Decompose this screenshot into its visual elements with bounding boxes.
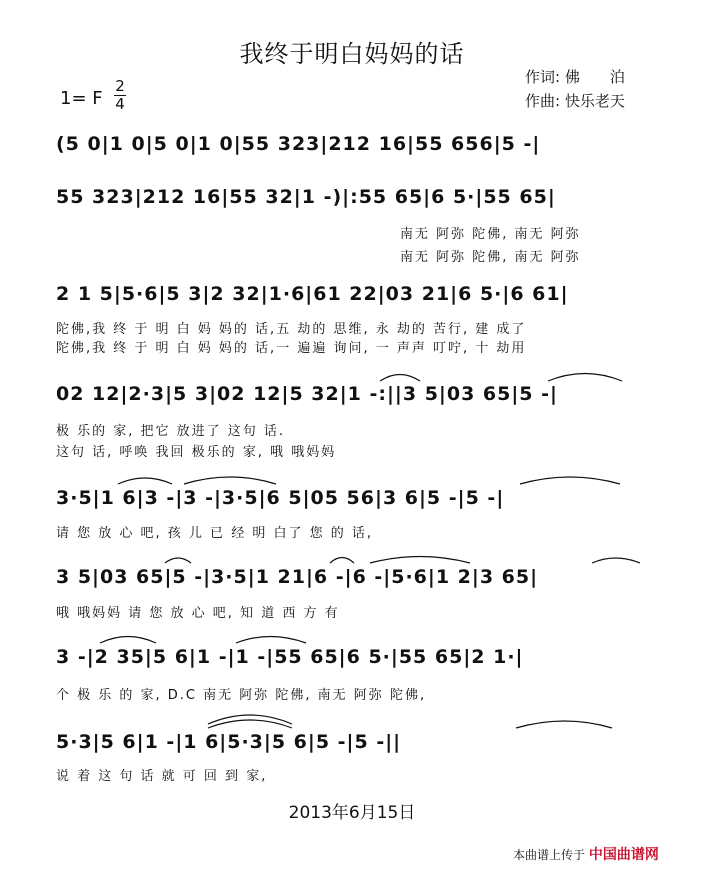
lyric-line: 这句 话, 呼唤 我回 极乐的 家, 哦 哦妈妈 <box>56 445 337 460</box>
lyric-line: 南无 阿弥 陀佛, 南无 阿弥 <box>400 250 581 265</box>
lyric-line: 南无 阿弥 陀佛, 南无 阿弥 <box>400 227 581 242</box>
lyric-line: 说 着 这 句 话 就 可 回 到 家, <box>56 769 268 784</box>
meter-top: 2 <box>115 77 125 95</box>
notation-line: 3 5|03 65|5 -|3·5|1 21|6 -|6 -|5·6|1 2|3 65| <box>56 566 539 588</box>
score-date: 2013年6月15日 <box>288 803 416 823</box>
key-signature: 1= F <box>60 88 103 109</box>
time-signature <box>113 78 127 113</box>
footer-text: 本曲谱上传于 <box>513 848 586 862</box>
notation-line: 2 1 5|5·6|5 3|2 32|1·6|61 22|03 21|6 5·|6 61| <box>56 283 569 305</box>
lyric-line: 哦 哦妈妈 请 您 放 心 吧, 知 道 西 方 有 <box>56 606 340 621</box>
notation-line: 02 12|2·3|5 3|02 12|5 32|1 -:||3 5|03 65|5 -| <box>56 383 558 405</box>
lyric-line: 极 乐的 家, 把它 放进了 这句 话. <box>56 424 286 439</box>
lyricist-credit: 作词: 佛 泊 <box>525 68 625 86</box>
meter-bottom: 4 <box>115 95 125 113</box>
composer-credit: 作曲: 快乐老天 <box>525 92 625 110</box>
song-title: 我终于明白妈妈的话 <box>239 40 465 68</box>
notation-line: (5 0|1 0|5 0|1 0|55 323|212 16|55 656|5 -| <box>56 133 541 155</box>
lyric-line: 陀佛,我 终 于 明 白 妈 妈的 话,五 劫的 思维, 永 劫的 苦行, 建 成了 <box>56 322 527 337</box>
lyric-line: 陀佛,我 终 于 明 白 妈 妈的 话,一 遍遍 询问, 一 声声 叮咛, 十 劫用 <box>56 341 527 356</box>
lyric-line: 请 您 放 心 吧, 孩 儿 已 经 明 白了 您 的 话, <box>56 526 373 541</box>
notation-line: 3 -|2 35|5 6|1 -|1 -|55 65|6 5·|55 65|2 1·| <box>56 646 524 668</box>
notation-line: 5·3|5 6|1 -|1 6|5·3|5 6|5 -|5 -|| <box>56 731 402 753</box>
lyric-line: 个 极 乐 的 家, D.C 南无 阿弥 陀佛, 南无 阿弥 陀佛, <box>56 688 427 703</box>
notation-line: 55 323|212 16|55 32|1 -)|:55 65|6 5·|55 65| <box>56 186 556 208</box>
footer-credit <box>513 844 659 864</box>
notation-line: 3·5|1 6|3 -|3 -|3·5|6 5|05 56|3 6|5 -|5 -| <box>56 487 505 509</box>
site-logo: 中国曲谱网 <box>588 847 659 863</box>
